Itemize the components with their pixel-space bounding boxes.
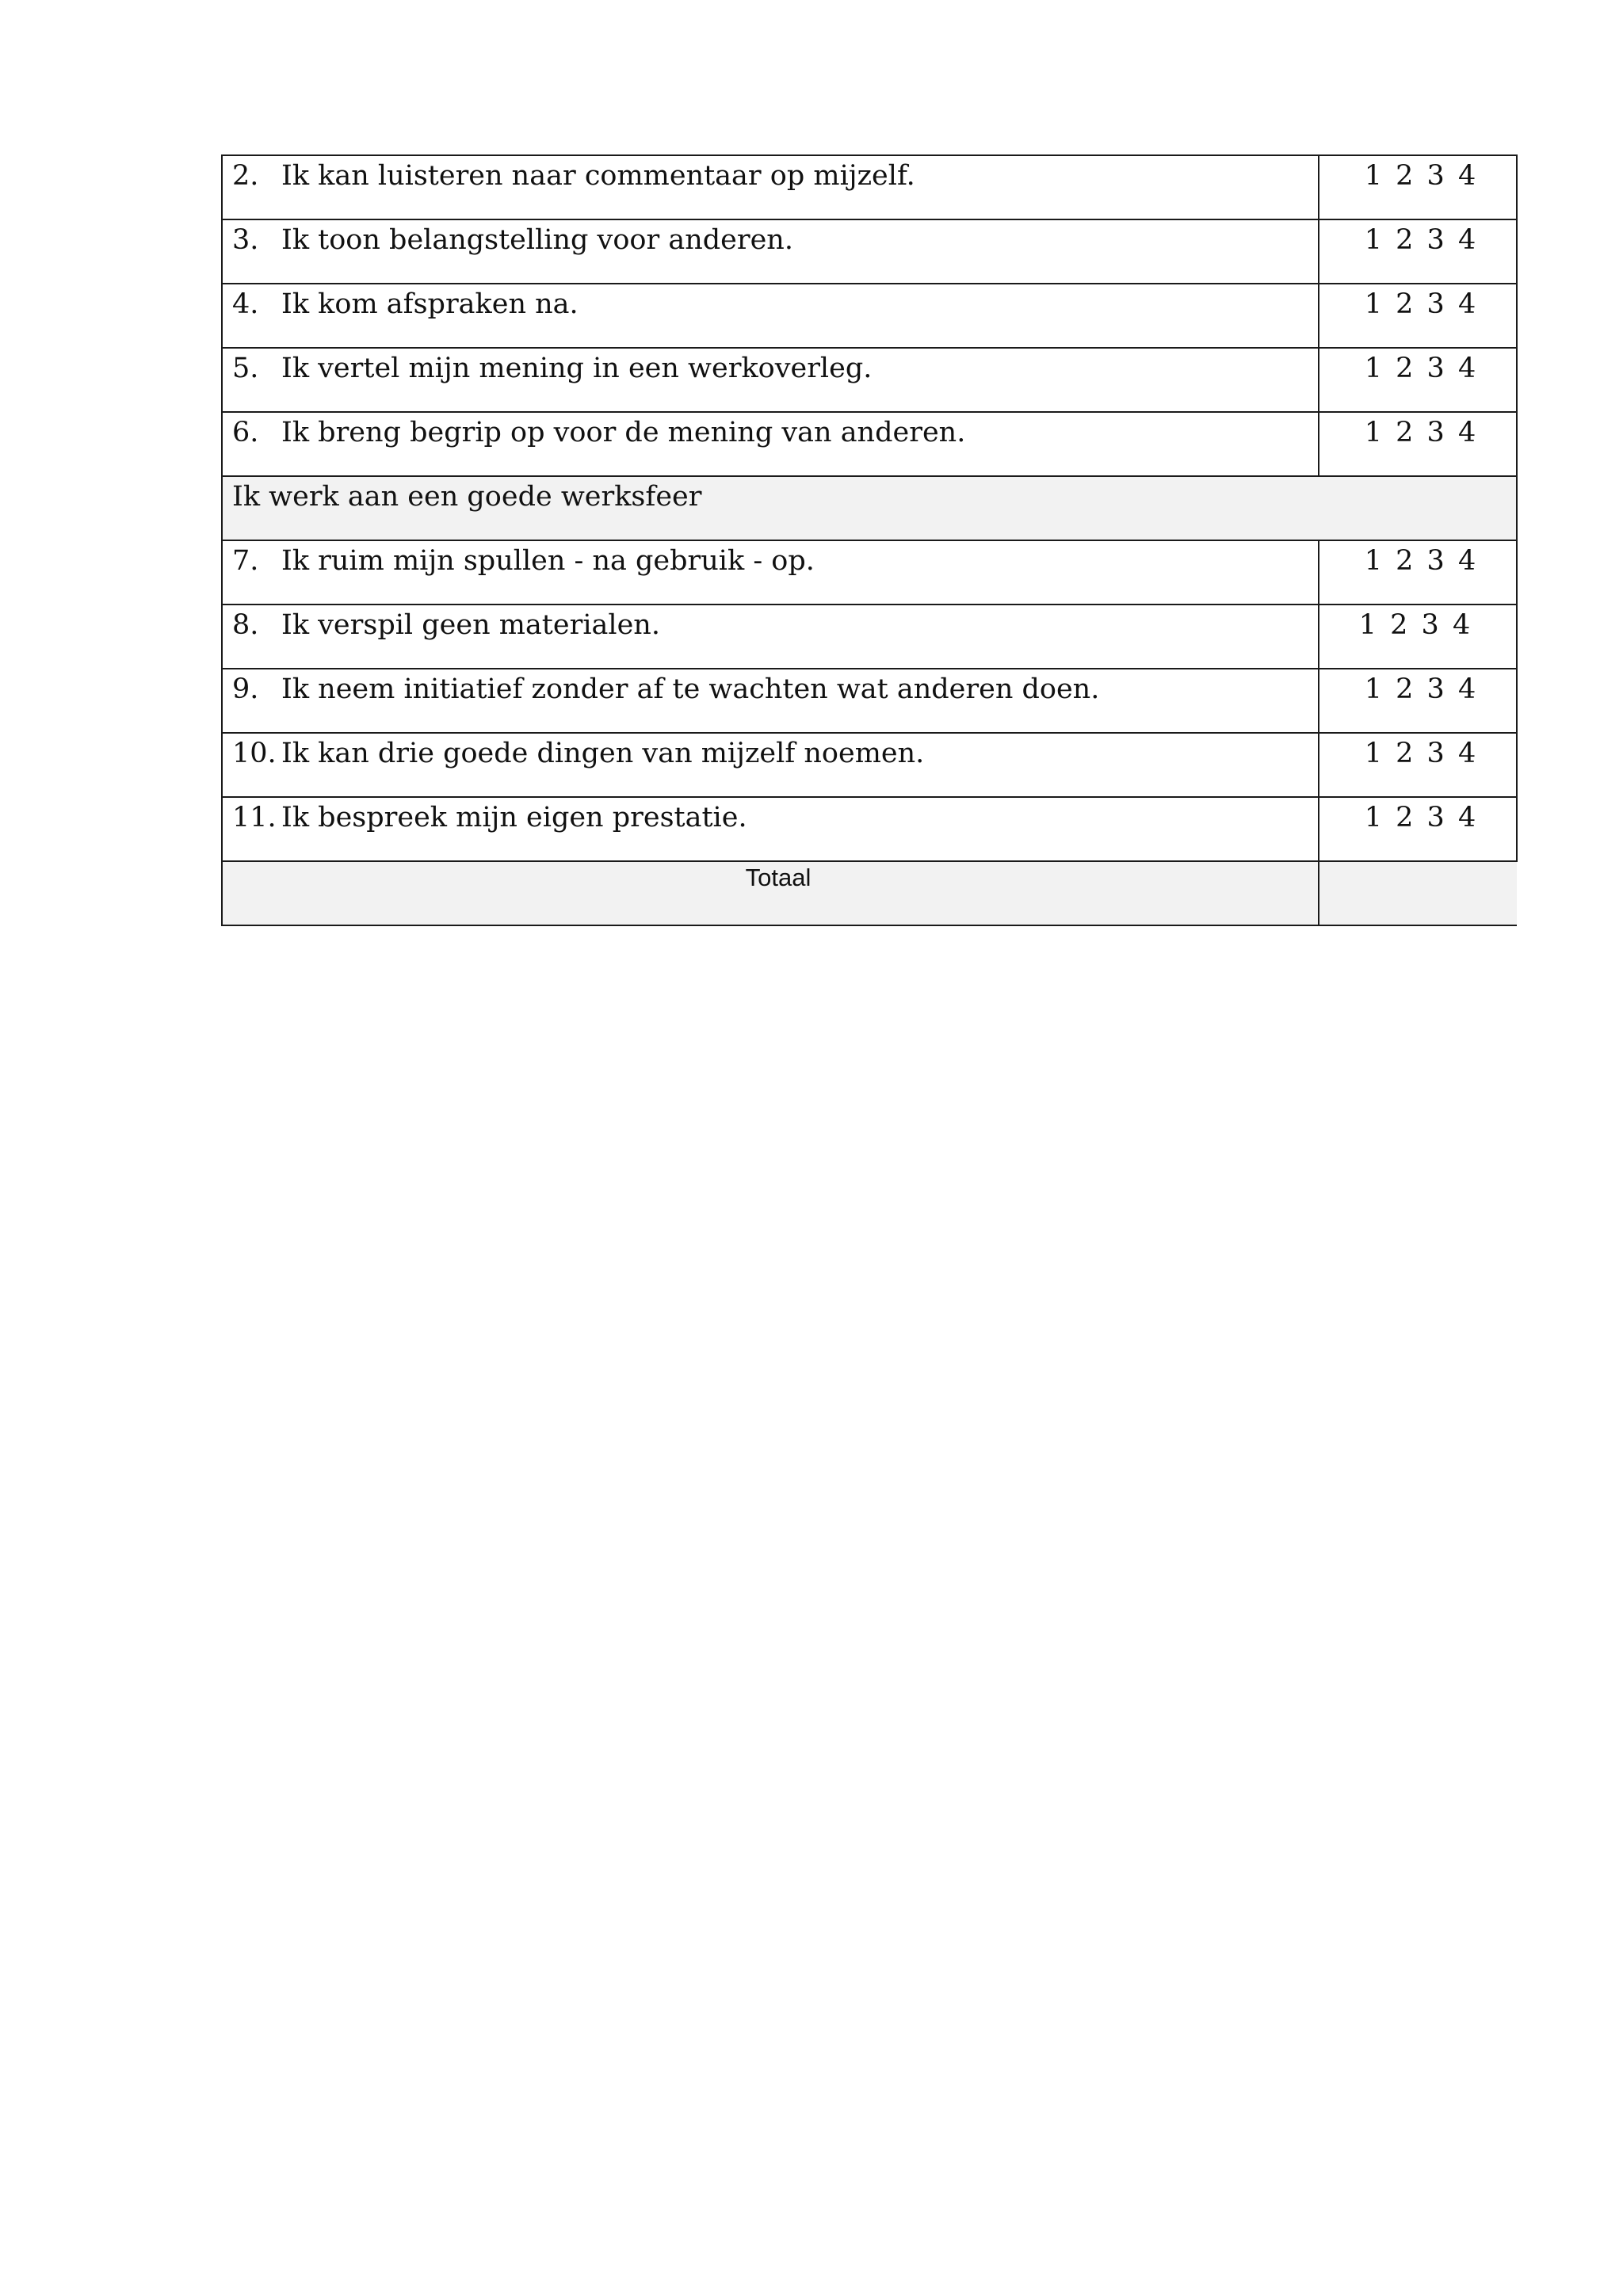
- statement-number: 11.: [232, 802, 277, 833]
- total-label-cell: [222, 861, 1319, 925]
- rating-scale[interactable]: 1 2 3 4: [1364, 673, 1476, 705]
- section-heading: Ik werk aan een goede werksfeer: [232, 481, 702, 513]
- statement-number: 10.: [232, 738, 277, 769]
- self-assessment-form: [221, 154, 1516, 926]
- statement-text: Ik bespreek mijn eigen prestatie.: [281, 802, 747, 833]
- statement-text: Ik ruim mijn spullen - na gebruik - op.: [281, 545, 815, 577]
- statement-number: 9.: [232, 673, 259, 705]
- statement-cell: [222, 412, 1319, 476]
- table-row: [222, 733, 1517, 797]
- table-row: [222, 540, 1517, 605]
- statement-cell: [222, 219, 1319, 284]
- rating-cell[interactable]: [1319, 733, 1517, 797]
- statement-text: Ik toon belangstelling voor anderen.: [281, 224, 793, 256]
- statement-number: 3.: [232, 224, 259, 256]
- statement-cell: [222, 797, 1319, 861]
- statement-cell: [222, 540, 1319, 605]
- rating-cell[interactable]: [1319, 155, 1517, 219]
- rating-cell[interactable]: [1319, 797, 1517, 861]
- statement-text: Ik kom afspraken na.: [281, 288, 579, 320]
- rating-cell[interactable]: [1319, 219, 1517, 284]
- total-label: Totaal: [745, 864, 812, 891]
- rating-cell[interactable]: [1319, 284, 1517, 348]
- statement-text: Ik kan drie goede dingen van mijzelf noemen.: [281, 738, 925, 769]
- statement-cell: [222, 669, 1319, 733]
- section-header-row: [222, 476, 1517, 540]
- statement-number: 8.: [232, 609, 259, 641]
- table-row: [222, 219, 1517, 284]
- table-row: [222, 797, 1517, 861]
- table-row: [222, 669, 1517, 733]
- rating-scale[interactable]: 1 2 3 4: [1364, 545, 1476, 577]
- rating-scale[interactable]: 1 2 3 4: [1364, 224, 1476, 256]
- rating-scale[interactable]: 1 2 3 4: [1364, 738, 1476, 769]
- statement-table: [221, 154, 1518, 926]
- rating-scale[interactable]: 1 2 3 4: [1364, 802, 1476, 833]
- table-row: [222, 284, 1517, 348]
- statement-number: 4.: [232, 288, 259, 320]
- statement-cell: [222, 733, 1319, 797]
- rating-scale[interactable]: 1 2 3 4: [1364, 417, 1476, 448]
- rating-cell[interactable]: [1319, 669, 1517, 733]
- statement-text: Ik neem initiatief zonder af te wachten wat anderen doen.: [281, 673, 1100, 705]
- statement-text: Ik kan luisteren naar commentaar op mijzelf.: [281, 160, 915, 192]
- rating-scale[interactable]: 1 2 3 4: [1364, 288, 1476, 320]
- rating-cell[interactable]: [1319, 348, 1517, 412]
- statement-number: 7.: [232, 545, 259, 577]
- statement-text: Ik vertel mijn mening in een werkoverleg.: [281, 353, 873, 384]
- statement-cell: [222, 605, 1319, 669]
- statement-cell: [222, 284, 1319, 348]
- rating-scale[interactable]: 1 2 3 4: [1358, 609, 1471, 641]
- rating-scale[interactable]: 1 2 3 4: [1364, 353, 1476, 384]
- statement-text: Ik verspil geen materialen.: [281, 609, 660, 641]
- rating-cell[interactable]: [1319, 540, 1517, 605]
- section-header-cell: [222, 476, 1517, 540]
- statement-number: 6.: [232, 417, 259, 448]
- table-row: [222, 348, 1517, 412]
- statement-cell: [222, 348, 1319, 412]
- rating-scale[interactable]: 1 2 3 4: [1364, 160, 1476, 192]
- statement-cell: [222, 155, 1319, 219]
- total-row: [222, 861, 1517, 925]
- rating-cell[interactable]: [1319, 605, 1517, 669]
- rating-cell[interactable]: [1319, 412, 1517, 476]
- statement-text: Ik breng begrip op voor de mening van anderen.: [281, 417, 966, 448]
- table-row: [222, 605, 1517, 669]
- statement-number: 2.: [232, 160, 259, 192]
- statement-number: 5.: [232, 353, 259, 384]
- total-score-cell[interactable]: [1319, 861, 1517, 925]
- table-row: [222, 155, 1517, 219]
- table-row: [222, 412, 1517, 476]
